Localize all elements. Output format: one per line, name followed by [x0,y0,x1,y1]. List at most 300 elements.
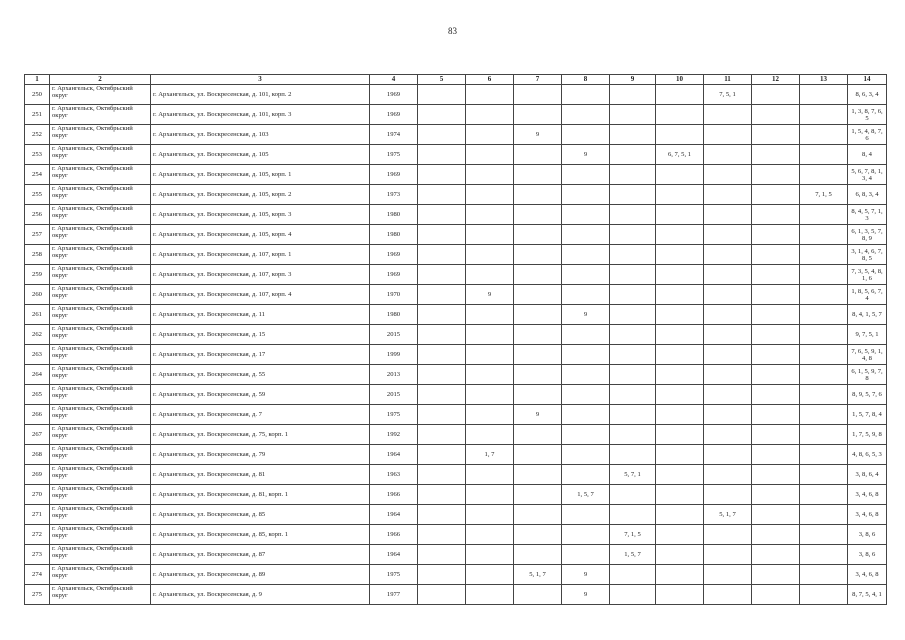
col10-cell [656,565,704,585]
col13-cell [800,545,848,565]
col6-cell [466,385,514,405]
col9-cell [610,165,656,185]
col9-cell [610,305,656,325]
year-cell: 1969 [370,165,418,185]
district-cell: г. Архангельск, Октябрьский округ [50,265,151,285]
year-cell: 1980 [370,305,418,325]
year-cell: 1980 [370,225,418,245]
table-row [25,105,887,125]
col14-cell: 1, 3, 8, 7, 6, 5 [848,105,887,125]
table-row [25,365,887,385]
district-cell: г. Архангельск, Октябрьский округ [50,365,151,385]
address-cell: г. Архангельск, ул. Воскресенская, д. 81 [151,465,370,485]
col13-cell [800,525,848,545]
col12-cell [752,445,800,465]
col10-cell [656,505,704,525]
year-cell: 1969 [370,245,418,265]
col8-cell [562,265,610,285]
table-row [25,325,887,345]
col7-cell [514,425,562,445]
col10-cell [656,585,704,605]
col13-cell [800,245,848,265]
col14-cell: 9, 7, 5, 1 [848,325,887,345]
col13-cell [800,425,848,445]
col9-cell [610,245,656,265]
col6-cell [466,465,514,485]
col12-cell [752,105,800,125]
col13-cell [800,265,848,285]
col6-cell [466,85,514,105]
table-row [25,485,887,505]
col11-cell [704,325,752,345]
row-number-cell: 251 [25,105,50,125]
col12-cell [752,465,800,485]
year-cell: 1969 [370,85,418,105]
col13-cell [800,85,848,105]
district-cell: г. Архангельск, Октябрьский округ [50,105,151,125]
col5-cell [418,425,466,445]
col9-cell [610,105,656,125]
col14-cell: 3, 8, 6 [848,545,887,565]
col5-cell [418,125,466,145]
col7-cell [514,245,562,265]
col12-cell [752,245,800,265]
table-row [25,165,887,185]
col7-cell [514,585,562,605]
col13-cell [800,385,848,405]
col13-cell [800,365,848,385]
col6-cell [466,165,514,185]
col8-cell [562,385,610,405]
col11-cell: 7, 5, 1 [704,85,752,105]
col11-cell [704,365,752,385]
col12-cell [752,125,800,145]
table-row [25,405,887,425]
row-number-cell: 256 [25,205,50,225]
col9-cell: 7, 1, 5 [610,525,656,545]
col10-cell [656,285,704,305]
year-cell: 1969 [370,265,418,285]
col9-cell [610,405,656,425]
district-cell: г. Архангельск, Октябрьский округ [50,465,151,485]
row-number-cell: 269 [25,465,50,485]
col6-cell [466,565,514,585]
col12-cell [752,225,800,245]
col7-cell [514,285,562,305]
col8-cell [562,165,610,185]
col12-cell [752,425,800,445]
year-cell: 1973 [370,185,418,205]
district-cell: г. Архангельск, Октябрьский округ [50,245,151,265]
col5-cell [418,105,466,125]
year-cell: 1964 [370,445,418,465]
col8-cell [562,505,610,525]
col8-cell [562,545,610,565]
col14-cell: 3, 4, 6, 8 [848,485,887,505]
row-number-cell: 274 [25,565,50,585]
col7-cell [514,325,562,345]
header-row [25,75,887,85]
col8-cell [562,365,610,385]
col7-cell [514,445,562,465]
col9-cell [610,385,656,405]
col11-cell [704,345,752,365]
col10-cell [656,125,704,145]
address-cell: г. Архангельск, ул. Воскресенская, д. 55 [151,365,370,385]
col5-cell [418,145,466,165]
col6-cell [466,325,514,345]
district-cell: г. Архангельск, Октябрьский округ [50,505,151,525]
address-cell: г. Архангельск, ул. Воскресенская, д. 89 [151,565,370,585]
col13-cell [800,565,848,585]
col8-cell: 9 [562,565,610,585]
col8-cell [562,345,610,365]
address-cell: г. Архангельск, ул. Воскресенская, д. 59 [151,385,370,405]
col11-cell [704,465,752,485]
col14-cell: 3, 8, 6, 4 [848,465,887,485]
row-number-cell: 254 [25,165,50,185]
address-cell: г. Архангельск, ул. Воскресенская, д. 85 [151,505,370,525]
col6-cell [466,525,514,545]
page-number: 83 [448,26,457,36]
col11-cell [704,585,752,605]
column-header: 8 [562,75,610,85]
col12-cell [752,505,800,525]
table-row [25,225,887,245]
col12-cell [752,585,800,605]
col14-cell: 7, 6, 5, 9, 1, 4, 8 [848,345,887,365]
row-number-cell: 252 [25,125,50,145]
row-number-cell: 262 [25,325,50,345]
col12-cell [752,405,800,425]
col6-cell: 1, 7 [466,445,514,465]
district-cell: г. Архангельск, Октябрьский округ [50,125,151,145]
table-row [25,345,887,365]
col11-cell [704,205,752,225]
col6-cell [466,105,514,125]
col6-cell [466,245,514,265]
col6-cell [466,585,514,605]
col7-cell: 5, 1, 7 [514,565,562,585]
column-header: 7 [514,75,562,85]
row-number-cell: 271 [25,505,50,525]
col14-cell: 8, 4, 5, 7, 1, 3 [848,205,887,225]
district-cell: г. Архангельск, Октябрьский округ [50,185,151,205]
col13-cell [800,485,848,505]
col12-cell [752,545,800,565]
col8-cell [562,245,610,265]
col8-cell: 9 [562,145,610,165]
column-header: 2 [50,75,151,85]
col10-cell [656,425,704,445]
col6-cell [466,305,514,325]
col6-cell [466,125,514,145]
col10-cell: 6, 7, 5, 1 [656,145,704,165]
col9-cell: 1, 5, 7 [610,545,656,565]
col11-cell [704,105,752,125]
year-cell: 1963 [370,465,418,485]
col13-cell [800,465,848,485]
col11-cell [704,185,752,205]
year-cell: 1999 [370,345,418,365]
col10-cell [656,345,704,365]
col13-cell [800,165,848,185]
col5-cell [418,285,466,305]
col10-cell [656,325,704,345]
col5-cell [418,565,466,585]
district-cell: г. Архангельск, Октябрьский округ [50,425,151,445]
col11-cell [704,485,752,505]
year-cell: 1964 [370,505,418,525]
col5-cell [418,245,466,265]
table-row [25,205,887,225]
row-number-cell: 258 [25,245,50,265]
col12-cell [752,385,800,405]
col13-cell [800,305,848,325]
col11-cell [704,305,752,325]
col13-cell [800,325,848,345]
col7-cell [514,225,562,245]
row-number-cell: 259 [25,265,50,285]
address-cell: г. Архангельск, ул. Воскресенская, д. 101, корп. 3 [151,105,370,125]
col8-cell: 9 [562,305,610,325]
col8-cell [562,105,610,125]
column-header: 4 [370,75,418,85]
table-row [25,465,887,485]
row-number-cell: 273 [25,545,50,565]
col14-cell: 3, 4, 6, 8 [848,565,887,585]
col5-cell [418,325,466,345]
col7-cell [514,465,562,485]
year-cell: 2013 [370,365,418,385]
col10-cell [656,305,704,325]
col12-cell [752,485,800,505]
row-number-cell: 266 [25,405,50,425]
col6-cell [466,225,514,245]
col12-cell [752,565,800,585]
col5-cell [418,545,466,565]
column-header: 6 [466,75,514,85]
col14-cell: 1, 8, 5, 6, 7, 4 [848,285,887,305]
col14-cell: 1, 5, 7, 8, 4 [848,405,887,425]
col10-cell [656,105,704,125]
col5-cell [418,465,466,485]
col9-cell [610,505,656,525]
col5-cell [418,205,466,225]
year-cell: 1975 [370,565,418,585]
address-cell: г. Архангельск, ул. Воскресенская, д. 105, корп. 4 [151,225,370,245]
year-cell: 1969 [370,105,418,125]
address-cell: г. Архангельск, ул. Воскресенская, д. 9 [151,585,370,605]
row-number-cell: 265 [25,385,50,405]
col10-cell [656,165,704,185]
col11-cell [704,405,752,425]
col11-cell [704,125,752,145]
col5-cell [418,185,466,205]
col8-cell [562,525,610,545]
col14-cell: 3, 1, 4, 6, 7, 8, 5 [848,245,887,265]
year-cell: 1977 [370,585,418,605]
table-row [25,305,887,325]
col14-cell: 8, 6, 3, 4 [848,85,887,105]
col6-cell [466,145,514,165]
col13-cell [800,225,848,245]
col13-cell [800,405,848,425]
col12-cell [752,305,800,325]
district-cell: г. Архангельск, Октябрьский округ [50,545,151,565]
table-row [25,425,887,445]
col7-cell [514,365,562,385]
col10-cell [656,405,704,425]
col8-cell [562,225,610,245]
column-header: 10 [656,75,704,85]
col13-cell [800,505,848,525]
row-number-cell: 272 [25,525,50,545]
address-cell: г. Архангельск, ул. Воскресенская, д. 101, корп. 2 [151,85,370,105]
col14-cell: 4, 8, 6, 5, 3 [848,445,887,465]
col14-cell: 3, 8, 6 [848,525,887,545]
col6-cell [466,345,514,365]
col5-cell [418,385,466,405]
col10-cell [656,545,704,565]
row-number-cell: 261 [25,305,50,325]
table-row [25,565,887,585]
col7-cell [514,545,562,565]
col7-cell [514,165,562,185]
col13-cell [800,445,848,465]
col12-cell [752,325,800,345]
col12-cell [752,285,800,305]
col6-cell [466,365,514,385]
col12-cell [752,365,800,385]
col14-cell: 6, 1, 3, 5, 7, 8, 9 [848,225,887,245]
col12-cell [752,185,800,205]
row-number-cell: 250 [25,85,50,105]
col7-cell [514,145,562,165]
col13-cell [800,105,848,125]
row-number-cell: 270 [25,485,50,505]
col12-cell [752,345,800,365]
col5-cell [418,505,466,525]
col9-cell [610,185,656,205]
table-row [25,125,887,145]
col9-cell [610,285,656,305]
district-cell: г. Архангельск, Октябрьский округ [50,85,151,105]
col13-cell [800,285,848,305]
col8-cell [562,125,610,145]
col5-cell [418,445,466,465]
col10-cell [656,365,704,385]
col7-cell [514,345,562,365]
row-number-cell: 275 [25,585,50,605]
year-cell: 1992 [370,425,418,445]
col13-cell [800,345,848,365]
col11-cell [704,525,752,545]
col14-cell: 5, 6, 7, 8, 1, 3, 4 [848,165,887,185]
address-cell: г. Архангельск, ул. Воскресенская, д. 105, корп. 2 [151,185,370,205]
row-number-cell: 263 [25,345,50,365]
col12-cell [752,85,800,105]
col11-cell [704,165,752,185]
address-cell: г. Архангельск, ул. Воскресенская, д. 7 [151,405,370,425]
col7-cell [514,205,562,225]
col6-cell [466,405,514,425]
year-cell: 1975 [370,405,418,425]
col8-cell [562,185,610,205]
table-row [25,505,887,525]
column-header: 9 [610,75,656,85]
district-cell: г. Архангельск, Октябрьский округ [50,305,151,325]
col9-cell [610,145,656,165]
year-cell: 1964 [370,545,418,565]
col13-cell: 7, 1, 5 [800,185,848,205]
col5-cell [418,225,466,245]
col9-cell [610,85,656,105]
column-header: 12 [752,75,800,85]
col12-cell [752,205,800,225]
address-cell: г. Архангельск, ул. Воскресенская, д. 75, корп. 1 [151,425,370,445]
col11-cell [704,565,752,585]
col7-cell [514,265,562,285]
col12-cell [752,525,800,545]
address-cell: г. Архангельск, ул. Воскресенская, д. 87 [151,545,370,565]
col9-cell [610,585,656,605]
col11-cell [704,445,752,465]
table-body [25,85,887,605]
col11-cell [704,245,752,265]
col5-cell [418,405,466,425]
table-row [25,185,887,205]
col9-cell [610,565,656,585]
district-cell: г. Архангельск, Октябрьский округ [50,525,151,545]
col8-cell: 1, 5, 7 [562,485,610,505]
col6-cell [466,425,514,445]
row-number-cell: 267 [25,425,50,445]
district-cell: г. Архангельск, Октябрьский округ [50,405,151,425]
col12-cell [752,265,800,285]
col8-cell [562,405,610,425]
col10-cell [656,185,704,205]
col6-cell [466,265,514,285]
col9-cell [610,345,656,365]
row-number-cell: 255 [25,185,50,205]
col7-cell [514,485,562,505]
col10-cell [656,85,704,105]
col8-cell [562,445,610,465]
col5-cell [418,345,466,365]
row-number-cell: 264 [25,365,50,385]
col10-cell [656,485,704,505]
col11-cell: 5, 1, 7 [704,505,752,525]
col9-cell [610,365,656,385]
district-cell: г. Архангельск, Октябрьский округ [50,325,151,345]
col11-cell [704,545,752,565]
col5-cell [418,85,466,105]
col13-cell [800,585,848,605]
col11-cell [704,145,752,165]
col7-cell [514,525,562,545]
col10-cell [656,265,704,285]
column-header: 14 [848,75,887,85]
column-header: 5 [418,75,466,85]
col11-cell [704,385,752,405]
col14-cell: 7, 3, 5, 4, 8, 1, 6 [848,265,887,285]
year-cell: 1980 [370,205,418,225]
col14-cell: 8, 4, 1, 5, 7 [848,305,887,325]
address-cell: г. Архангельск, ул. Воскресенская, д. 107, корп. 4 [151,285,370,305]
col14-cell: 6, 8, 3, 4 [848,185,887,205]
row-number-cell: 257 [25,225,50,245]
